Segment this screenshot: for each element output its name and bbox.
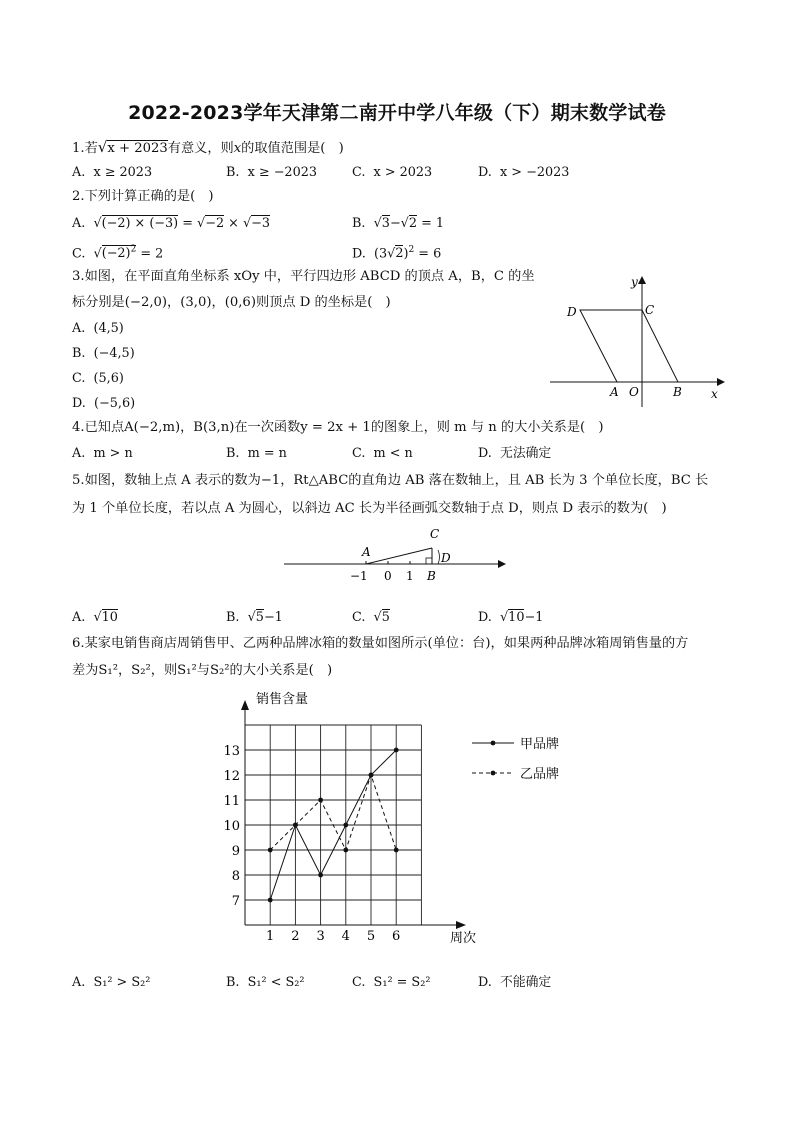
q1-option-c[interactable]: C. x > 2023 xyxy=(352,165,433,180)
data-point-series-2 xyxy=(343,848,348,853)
question-6-stem-line2: 差为S₁²，S₂²，则S₁²与S₂²的大小关系是( ) xyxy=(72,663,333,678)
label-d: D xyxy=(567,305,577,319)
legend-marker-1 xyxy=(491,741,496,746)
x-tick-label: 5 xyxy=(366,929,376,944)
question-6-stem-line1: 6.某家电销售商店周销售甲、乙两种品牌冰箱的数量如图所示(单位：台)，如果两种品牌冰箱周销售量的方 xyxy=(72,636,689,651)
q2-option-a[interactable]: A. √(−2) × (−3) = √−2 × √−3 xyxy=(72,216,271,231)
q1-option-b[interactable]: B. x ≥ −2023 xyxy=(226,165,317,180)
question-5-stem-line2: 为 1 个单位长度，若以点 A 为圆心，以斜边 AC 长为半径画弧交数轴于点 D，则点 D 表示的数为( ) xyxy=(72,501,667,516)
label-b: B xyxy=(427,569,436,583)
question-3-stem-line1: 3.如图，在平面直角坐标系 xOy 中，平行四边形 ABCD 的顶点 A，B，C 的坐 xyxy=(72,269,535,284)
q4-option-d[interactable]: D. 无法确定 xyxy=(478,446,552,461)
label-o: O xyxy=(629,385,639,399)
label-a: A xyxy=(362,545,371,559)
legend-label-1: 甲品牌 xyxy=(520,737,560,752)
y-tick-label: 11 xyxy=(223,794,240,809)
label-y: y xyxy=(631,275,638,289)
question-5-stem-line1: 5.如图，数轴上点 A 表示的数为−1，Rt△ABC的直角边 AB 落在数轴上，且 AB 长为 3 个单位长度，BC 长 xyxy=(72,473,709,488)
q3-option-a[interactable]: A. (4,5) xyxy=(72,321,124,336)
label-b: B xyxy=(673,385,682,399)
question-4-stem: 4.已知点A(−2,m)，B(3,n)在一次函数y = 2x + 1的图象上，则 m 与 n 的大小关系是( ) xyxy=(72,420,604,435)
q1-option-d[interactable]: D. x > −2023 xyxy=(478,165,570,180)
label-d: D xyxy=(441,551,451,565)
question-2-stem: 2.下列计算正确的是( ) xyxy=(72,189,214,204)
data-point-series-2 xyxy=(293,823,298,828)
q6-option-a[interactable]: A. S₁² > S₂² xyxy=(72,975,151,990)
q6-option-d[interactable]: D. 不能确定 xyxy=(478,975,552,990)
right-angle-mark xyxy=(426,558,432,564)
data-point-series-1 xyxy=(394,748,399,753)
number-line-arrow xyxy=(498,560,506,568)
x-axis-arrow xyxy=(717,378,725,386)
tick-label-0: 0 xyxy=(384,569,392,583)
x-tick-label: 4 xyxy=(341,929,350,944)
y-tick-label: 12 xyxy=(223,769,240,784)
y-tick-label: 10 xyxy=(223,819,240,834)
parallelogram-abcd xyxy=(580,310,678,382)
q5-option-b[interactable]: B. √5−1 xyxy=(226,610,283,625)
q3-parallelogram-figure xyxy=(545,272,730,412)
page-title: 2022-2023学年天津第二南开中学八年级（下）期末数学试卷 xyxy=(128,102,666,124)
q3-option-d[interactable]: D. (−5,6) xyxy=(72,396,136,411)
q3-option-c[interactable]: C. (5,6) xyxy=(72,371,124,386)
data-point-series-2 xyxy=(268,848,273,853)
q3-option-b[interactable]: B. (−4,5) xyxy=(72,346,135,361)
x-tick-label: 1 xyxy=(266,929,275,944)
y-axis-arrow xyxy=(638,276,646,284)
q5-option-d[interactable]: D. √10−1 xyxy=(478,610,544,625)
q4-option-c[interactable]: C. m < n xyxy=(352,446,413,461)
y-tick-label: 13 xyxy=(223,744,240,759)
q5-option-a[interactable]: A. √10 xyxy=(72,610,118,625)
x-tick-label: 3 xyxy=(316,929,325,944)
y-axis-arrow xyxy=(241,700,249,710)
label-x: x xyxy=(711,387,718,401)
q4-option-b[interactable]: B. m = n xyxy=(226,446,287,461)
question-1-stem: 1.若√x + 2023有意义，则x的取值范围是( ) xyxy=(72,138,344,156)
tick-label-minus-1: −1 xyxy=(350,569,368,583)
x-axis-arrow xyxy=(456,921,466,929)
q2-option-d[interactable]: D. $(3√2)^2 = 6$ xyxy=(352,245,442,262)
q6-option-c[interactable]: C. S₁² = S₂² xyxy=(352,975,431,990)
q4-option-a[interactable]: A. m > n xyxy=(72,446,133,461)
y-tick-label: 8 xyxy=(231,869,240,884)
q2-option-b[interactable]: B. √3−√2 = 1 xyxy=(352,216,444,231)
data-point-series-1 xyxy=(343,823,348,828)
q5-number-line-figure xyxy=(280,522,510,584)
data-point-series-2 xyxy=(369,773,374,778)
y-tick-label: 9 xyxy=(231,844,240,859)
arc-to-d xyxy=(438,550,440,564)
series-line-2 xyxy=(270,775,396,850)
data-point-series-2 xyxy=(394,848,399,853)
x-axis-title: 周次 xyxy=(450,931,477,946)
y-axis-title: 销售含量 xyxy=(256,692,309,707)
label-c: C xyxy=(430,527,440,541)
hypotenuse-ac xyxy=(366,548,432,564)
x-tick-label: 2 xyxy=(291,929,300,944)
data-point-series-1 xyxy=(268,898,273,903)
sqrt-expression: √x + 2023 xyxy=(97,138,168,156)
data-point-series-1 xyxy=(318,873,323,878)
legend-marker-2 xyxy=(491,771,496,776)
label-c: C xyxy=(645,303,655,317)
q1-option-a[interactable]: A. x ≥ 2023 xyxy=(72,165,153,180)
question-3-stem-line2: 标分别是(−2,0)，(3,0)，(0,6)则顶点 D 的坐标是( ) xyxy=(72,295,391,310)
q2-option-c[interactable]: C. $√(-2)^2 = 2$ xyxy=(72,245,164,262)
label-a: A xyxy=(610,385,619,399)
x-tick-label: 6 xyxy=(392,929,401,944)
y-tick-label: 7 xyxy=(231,894,240,909)
data-point-series-2 xyxy=(318,798,323,803)
legend-label-2: 乙品牌 xyxy=(520,767,560,782)
tick-label-1: 1 xyxy=(406,569,414,583)
q5-option-c[interactable]: C. √5 xyxy=(352,610,390,625)
q6-option-b[interactable]: B. S₁² < S₂² xyxy=(226,975,305,990)
sales-line-chart xyxy=(200,680,600,950)
